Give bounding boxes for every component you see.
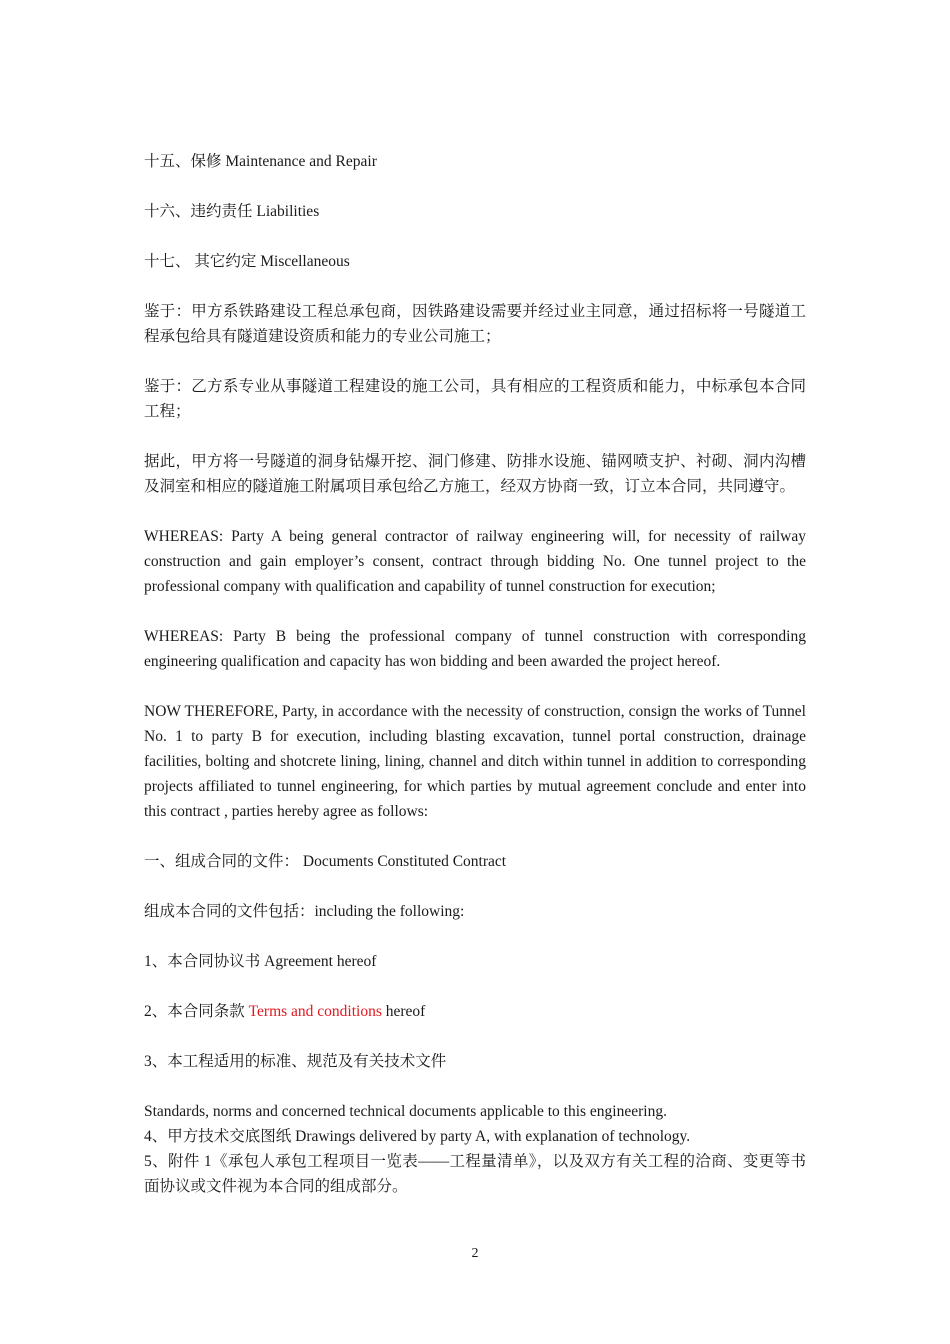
recital-cn-whereas-a: 鉴于：甲方系铁路建设工程总承包商，因铁路建设需要并经过业主同意，通过招标将一号隧道工程承包给具有隧道建设资质和能力的专业公司施工；	[144, 303, 806, 345]
document-item-4: 4、甲方技术交底图纸 Drawings delivered by party A, with explanation of technology.	[144, 1128, 691, 1145]
document-item-2	[144, 999, 806, 1024]
recital-en-whereas-b: WHEREAS: Party B being the professional company of tunnel construction with corresponding engineering qualification and capacity has won bidding and been awarded the project hereof.	[144, 628, 806, 670]
page-number: 2	[471, 1246, 479, 1261]
document-page	[144, 149, 806, 1199]
recital-en-now-therefore: NOW THEREFORE, Party, in accordance with the necessity of construction, consign the works of Tunnel No. 1 to party B for execution, including blasting excavation, tunnel portal construction, drainage facilities, bolting and shotcrete lining, lining, channel and ditch within tunnel in addition to corresponding projects affiliated to tunnel engineering, for which parties by mutual agreement conclude and enter into this contract , parties hereby agree as follows:	[144, 703, 806, 820]
section-1-heading: 一、组成合同的文件： Documents Constituted Contract	[144, 853, 507, 870]
document-item-2-suffix: hereof	[381, 1003, 426, 1020]
document-item-5: 5、附件 1《承包人承包工程项目一览表——工程量清单》，以及双方有关工程的洽商、变更等书面协议或文件视为本合同的组成部分。	[144, 1153, 806, 1195]
clause-16-heading: 十六、违约责任 Liabilities	[144, 203, 320, 220]
clause-17-heading: 十七、 其它约定 Miscellaneous	[144, 253, 350, 270]
document-item-3-english: Standards, norms and concerned technical documents applicable to this engineering.	[144, 1103, 667, 1120]
recital-cn-now-therefore: 据此，甲方将一号隧道的洞身钻爆开挖、洞门修建、防排水设施、锚网喷支护、衬砌、洞内沟槽及洞室和相应的隧道施工附属项目承包给乙方施工，经双方协商一致，订立本合同，共同遵守。	[144, 453, 806, 495]
recital-en-whereas-a: WHEREAS: Party A being general contractor of railway engineering will, for necessity of railway construction and gain employer’s consent, contract through bidding No. One tunnel project to the professional company with qualification and capability of tunnel construction for execution;	[144, 528, 806, 595]
recital-cn-whereas-b: 鉴于：乙方系专业从事隧道工程建设的施工公司，具有相应的工程资质和能力，中标承包本合同工程；	[144, 378, 806, 420]
document-item-2-highlight: Terms and conditions	[248, 1003, 382, 1020]
section-1-intro: 组成本合同的文件包括：including the following:	[144, 903, 465, 920]
document-item-1: 1、本合同协议书 Agreement hereof	[144, 953, 377, 970]
document-item-2-prefix: 2、本合同条款	[144, 1003, 249, 1020]
document-item-3: 3、本工程适用的标准、规范及有关技术文件	[144, 1053, 447, 1070]
clause-15-heading: 十五、保修 Maintenance and Repair	[144, 153, 377, 170]
